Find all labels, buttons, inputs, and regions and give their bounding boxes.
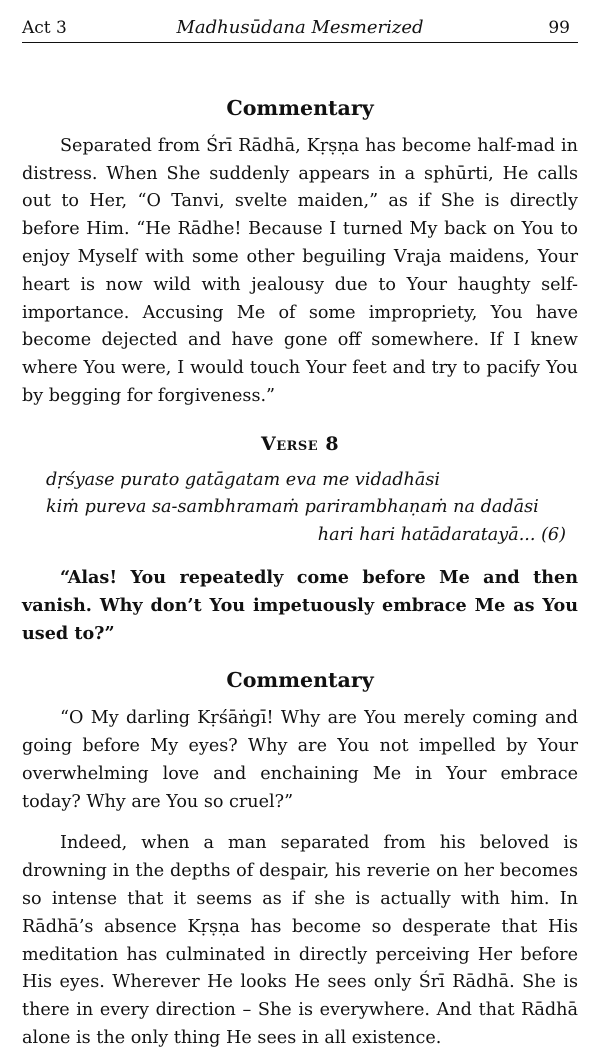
page-number: 99 (548, 18, 570, 38)
commentary-heading-1: Commentary (226, 96, 374, 120)
chapter-title: Madhusūdana Mesmerized (176, 17, 424, 38)
commentary-paragraph-2: “O My darling Kṛśāṅgī! Why are You merely coming and going before My eyes? Why are You not impelled by Your overwhelming love and enchaining Me in Your embrace today? Why are You so cruel?” (22, 708, 578, 812)
commentary-paragraph-3: Indeed, when a man separated from his beloved is drowning in the depths of despair, his reverie on her becomes so intense that it seems as if she is actually with him. In Rādhā’s absence Kṛṣṇa has become so desperate that His meditation has culminated in directly perceiving Her before His eyes. Wherever He looks He sees only Śrī Rādhā. She is there in every direction – She is everywhere. And that Rādhā alone is the only thing He sees in all existence. (22, 833, 578, 1048)
running-head (22, 14, 578, 43)
verse-line-2: kiṁ pureva sa-sambhramaṁ parirambhaṇaṁ na dadāsi (46, 497, 539, 518)
commentary-heading-2: Commentary (226, 668, 374, 693)
verse-heading: Verse 8 (260, 432, 340, 455)
commentary-paragraph-1: Separated from Śrī Rādhā, Kṛṣṇa has become half-mad in distress. When She suddenly appears in a sphūrti, He calls out to Her, “O Tanvi, svelte maiden,” as if She is directly before Him. “He Rādhe! Because I turned My back on You to enjoy Myself with some other beguiling Vraja maidens, Your heart is now wild with jealousy due to Your haughty self-importance. Accusing Me of some impropriety, You have become dejected and have gone off somewhere. If I knew where You were, I would touch Your feet and try to pacify You by begging for forgiveness.” (22, 135, 578, 406)
verse-translation: “Alas! You repeatedly come before Me and then vanish. Why don’t You impetuously embrace Me as You used to?” (22, 566, 578, 644)
act-label: Act 3 (22, 18, 67, 38)
verse-line-1: dṛśyase purato gatāgatam eva me vidadhāsi (46, 469, 440, 490)
verse-text (22, 467, 578, 550)
verse-line-3: hari hari hatādaratayā... (6) (317, 525, 566, 546)
